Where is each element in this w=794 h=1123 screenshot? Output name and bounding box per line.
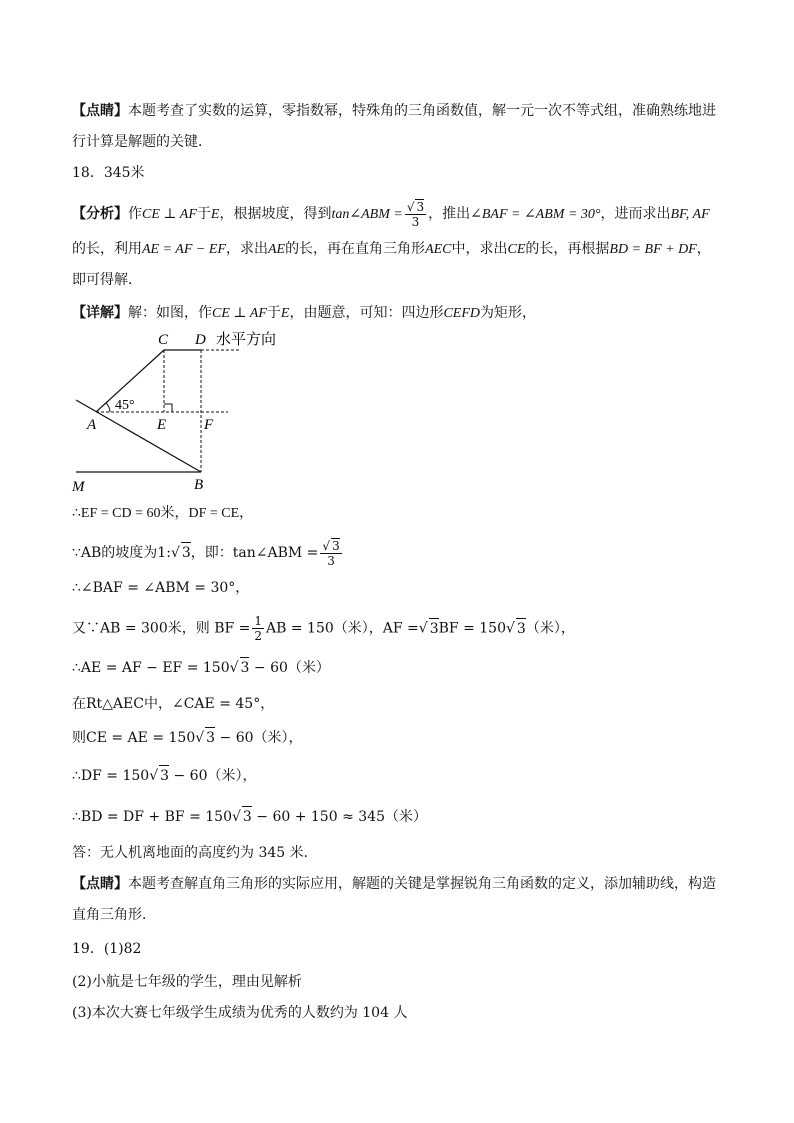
text: − 60（米） <box>249 660 330 676</box>
q18-detail-line1 <box>72 303 536 324</box>
step-3: ∴∠BAF = ∠ABM = 30°， <box>72 580 250 596</box>
text: ，求出 <box>225 241 268 257</box>
text: 于 <box>196 206 211 222</box>
segment-ab <box>76 400 201 472</box>
step-7: 则CE = AE = 150√ 3 − 60（米）， <box>72 727 303 748</box>
sqrt-3: 3 <box>242 806 252 827</box>
q19-line3: (3)本次大赛七年级学生成绩为优秀的人数约为 104 人 <box>72 1005 408 1021</box>
text: ∴AE = AF − EF = 150 <box>72 660 230 676</box>
step-1: ∴EF = CD = 60米，DF = CE， <box>72 506 254 521</box>
frac-den: 3 <box>411 215 420 229</box>
text: − 60（米）， <box>169 768 257 784</box>
text: 本题考查解直角三角形的实际应用，解题的关键是掌握锐角三角函数的定义，添加辅助线，构造 <box>128 876 716 892</box>
text: ，推出 <box>428 206 471 222</box>
fraction-half <box>252 614 264 643</box>
frac-num: 1 <box>254 614 263 628</box>
math-angle: ∠BAF = ∠ABM = 30° <box>470 207 601 222</box>
text: 又∵AB = 300米，则 BF = <box>72 620 251 637</box>
text: ，根据坡度，得到 <box>219 206 332 222</box>
sqrt-3: 3 <box>516 618 526 639</box>
text: （米）， <box>525 620 575 637</box>
math-aec: AEC <box>425 242 452 257</box>
fraction: $\frac{√ 3}{3}$ <box>322 539 340 568</box>
label-e: E <box>157 417 167 433</box>
text: ，即：tan∠ABM = <box>190 545 319 561</box>
text: 为矩形， <box>480 305 537 321</box>
q18-point-line1 <box>72 874 716 894</box>
note-text-1: 本题考查了实数的运算，零指数幂，特殊角的三角函数值，解一元一次不等式组，准确熟练地进 <box>128 103 716 119</box>
math-bd: BD = BF + DF <box>609 242 697 257</box>
math-e: E <box>280 306 290 321</box>
label-angle-45: 45° <box>115 398 135 413</box>
answer-line: 答：无人机离地面的高度约为 345 米． <box>72 845 318 861</box>
angle-arc <box>106 403 110 412</box>
sqrt-3: 3 <box>159 765 169 786</box>
sqrt-3: 3 <box>181 542 191 563</box>
step-2: ∵AB的坡度为1:√ 3，即：tan∠ABM = $\frac{√ 3}{3}$ <box>72 539 340 568</box>
sqrt-3: 3 <box>205 727 215 748</box>
text: AB = 150（米），AF = <box>266 620 419 637</box>
frac-den: 3 <box>327 554 335 568</box>
step-4: 又∵AB = 300米，则 BF = $\frac{1}{2}$ AB = 150（米），AF =√ 3BF = 150√ 3（米）， <box>72 614 575 643</box>
q18-answer: 18．345米 <box>72 165 145 181</box>
text: BF = 150 <box>438 620 506 637</box>
text: ，进而求出 <box>600 206 671 222</box>
text: − 60（米）， <box>215 730 303 746</box>
label-d: D <box>195 332 206 348</box>
step-5: ∴AE = AF − EF = 150√ 3 − 60（米） <box>72 657 330 678</box>
text: 中，求出 <box>451 241 508 257</box>
math-bf-af: BF, AF <box>670 207 710 222</box>
text: 的长，利用 <box>72 241 142 257</box>
q18-analysis-line1 <box>72 199 710 229</box>
text: 解：如图，作 <box>128 305 212 321</box>
text: ∴DF = 150 <box>72 768 150 784</box>
fraction: $\frac{√ 3}{3}$ <box>406 200 425 229</box>
sqrt-3: 3 <box>429 618 439 639</box>
geometry-figure <box>60 325 300 495</box>
note-tag: 【点睛】 <box>72 103 128 119</box>
right-angle-mark <box>164 404 172 412</box>
frac-num: 3 <box>416 200 425 214</box>
text: 的长，再在直角三角形 <box>285 241 426 257</box>
label-f: F <box>204 417 214 433</box>
text: ， <box>696 241 711 257</box>
note-paragraph-line1 <box>72 101 716 121</box>
label-c: C <box>158 332 169 348</box>
math-ce-perp-af: CE ⊥ AF <box>212 306 267 321</box>
label-horizontal-direction: 水平方向 <box>216 330 277 348</box>
q18-analysis-line3: 即可得解． <box>72 272 142 288</box>
step-6: 在Rt△AEC中，∠CAE = 45°， <box>72 696 275 712</box>
q19-line2: (2)小航是七年级的学生，理由见解析 <box>72 974 302 990</box>
text: 于 <box>266 305 281 321</box>
frac-num: 3 <box>332 539 340 553</box>
math-cefd: CEFD <box>443 306 481 321</box>
text: ，由题意，可知：四边形 <box>289 305 444 321</box>
text: ∵AB的坡度为1: <box>72 545 171 561</box>
text: − 60 + 150 ≈ 345（米） <box>251 809 427 825</box>
math-ae: AE <box>267 242 286 257</box>
detail-tag: 【详解】 <box>72 305 128 321</box>
note-paragraph-line2 <box>72 132 212 152</box>
math-ce: CE <box>507 242 526 257</box>
math-tan-abm: tan∠ABM = <box>331 207 403 222</box>
step-9: ∴BD = DF + BF = 150√ 3 − 60 + 150 ≈ 345（米） <box>72 806 427 827</box>
text: 作 <box>128 206 142 222</box>
text: 则CE = AE = 150 <box>72 730 196 746</box>
label-m: M <box>72 479 85 495</box>
q18-point-line2: 直角三角形． <box>72 907 156 923</box>
q18-analysis-line2 <box>72 239 711 260</box>
note-text-2: 行计算是解题的关键． <box>72 134 212 150</box>
math-e: E <box>210 207 220 222</box>
text: 的长，再根据 <box>525 241 610 257</box>
label-a: A <box>87 417 97 433</box>
point-tag: 【点睛】 <box>72 876 128 892</box>
frac-den: 2 <box>254 629 263 643</box>
label-b: B <box>194 477 204 493</box>
analysis-tag: 【分析】 <box>72 206 128 222</box>
sqrt-3: 3 <box>240 657 250 678</box>
q19-line1: 19．(1)82 <box>72 941 142 957</box>
step-8: ∴DF = 150√ 3 − 60（米）， <box>72 765 257 786</box>
math-ce-perp-af: CE ⊥ AF <box>142 207 197 222</box>
text: ∴BD = DF + BF = 150 <box>72 809 232 825</box>
math-ae-eq: AE = AF − EF <box>142 242 226 257</box>
